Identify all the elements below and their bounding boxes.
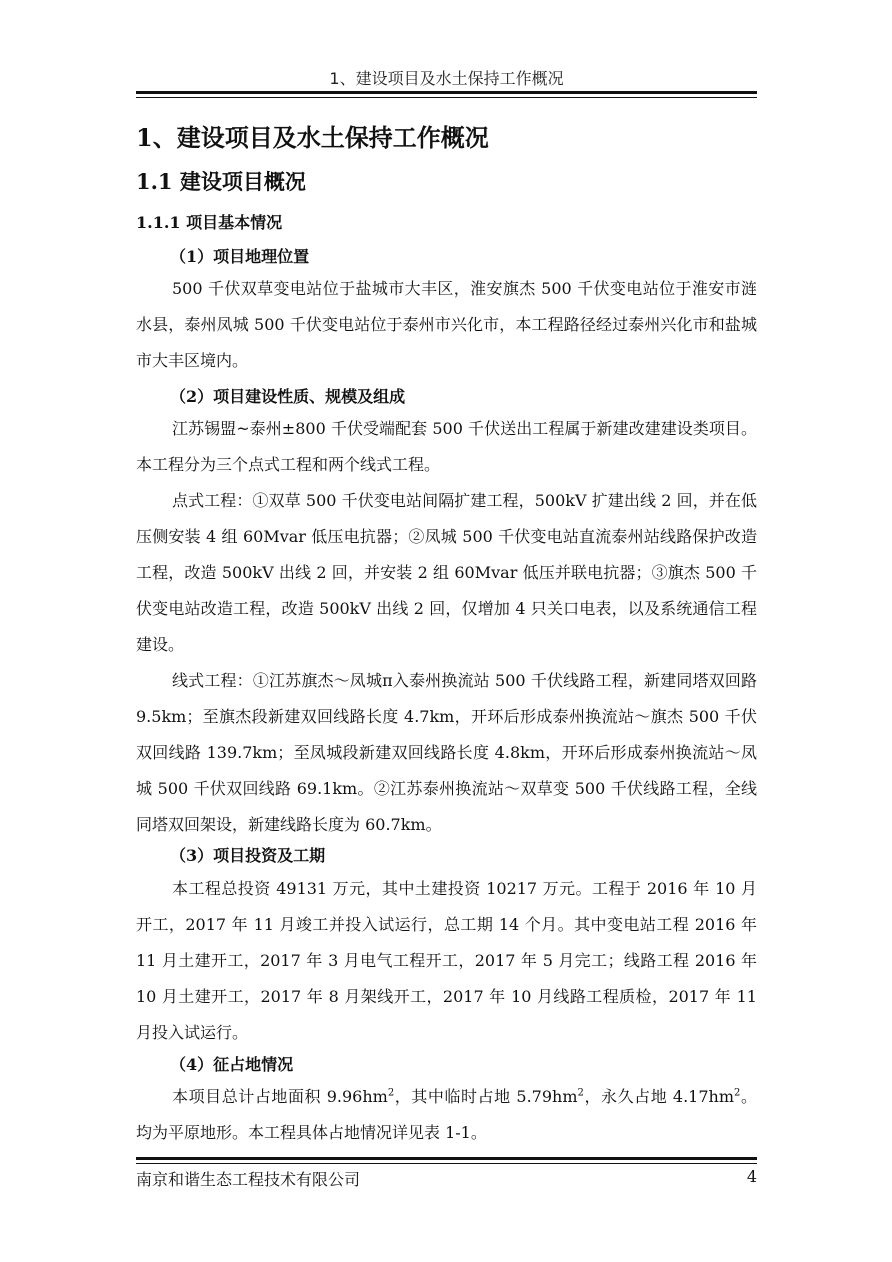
paragraph-location: 500 千伏双草变电站位于盐城市大丰区，淮安旗杰 500 千伏变电站位于淮安市涟水县，泰州凤城 500 千伏变电站位于泰州市兴化市，本工程路径经过泰州兴化市和盐城市大丰区境内。 [136,279,757,370]
header-rule-thin [136,97,757,98]
item-heading-investment: （3）项目投资及工期 [170,846,326,865]
subsection-title: 1.1.1 项目基本情况 [136,213,283,232]
paragraph-investment: 本工程总投资 49131 万元，其中土建投资 10217 万元。工程于 2016 年 10 月开工，2017 年 11 月竣工并投入试运行，总工期 14 个月。其中变电站工程 2016 年 11 月土建开工，2017 年 3 月电气工程开工，2017 年 5 月完工；线路工程 2016 年 10 月土建开工，2017 年 8 月架线开工，2017 年 10 月线路工程质检，2017 年 11 月投入试运行。 [136,879,757,1042]
footer-rule-thin [136,1163,757,1164]
land-text-4: 。均为平原地形。本工程具体占地情况详见表 1-1。 [136,1087,757,1142]
paragraph-line-works: 线式工程：①江苏旗杰～凤城π入泰州换流站 500 千伏线路工程，新建同塔双回路 9.5km；至旗杰段新建双回线路长度 4.7km，开环后形成泰州换流站～旗杰 500 千伏双回线路 139.7km；至凤城段新建双回线路长度 4.8km，开环后形成泰州换流站～凤城 500 千伏双回线路 69.1km。②江苏泰州换流站～双草变 500 千伏线路工程，全线同塔双回架设，新建线路长度为 60.7km。 [136,671,757,834]
item-heading-scale: （2）项目建设性质、规模及组成 [170,387,406,406]
item-heading-land: （4）征占地情况 [170,1055,294,1074]
footer-company: 南京和谐生态工程技术有限公司 [136,1170,361,1189]
superscript-2: 2 [734,1087,741,1099]
page-number: 4 [746,1167,757,1186]
footer-rule [136,1157,757,1160]
land-text-1: 本项目总计占地面积 9.96hm [172,1087,388,1106]
header-rule [136,91,757,94]
chapter-title: 1、建设项目及水土保持工作概况 [136,123,489,152]
paragraph-point-works: 点式工程：①双草 500 千伏变电站间隔扩建工程，500kV 扩建出线 2 回，并在低压侧安装 4 组 60Mvar 低压电抗器；②凤城 500 千伏变电站直流泰州站线路保护改造工程，改造 500kV 出线 2 回，并安装 2 组 60Mvar 低压并联电抗器；③旗杰 500 千伏变电站改造工程，改造 500kV 出线 2 回，仅增加 4 只关口电表，以及系统通信工程建设。 [136,491,757,654]
superscript-2: 2 [577,1087,584,1099]
running-header-title: 1、建设项目及水土保持工作概况 [329,69,564,88]
paragraph-land [136,1079,757,1151]
land-text-2: ，其中临时占地 5.79hm [394,1087,578,1106]
land-text-3: ，永久占地 4.17hm [583,1087,735,1106]
superscript-2: 2 [387,1087,395,1099]
item-heading-location: （1）项目地理位置 [170,247,310,266]
paragraph-scale-intro: 江苏锡盟~泰州±800 千伏受端配套 500 千伏送出工程属于新建改建建设类项目。本工程分为三个点式工程和两个线式工程。 [136,419,757,474]
section-title: 1.1 建设项目概况 [136,169,306,194]
